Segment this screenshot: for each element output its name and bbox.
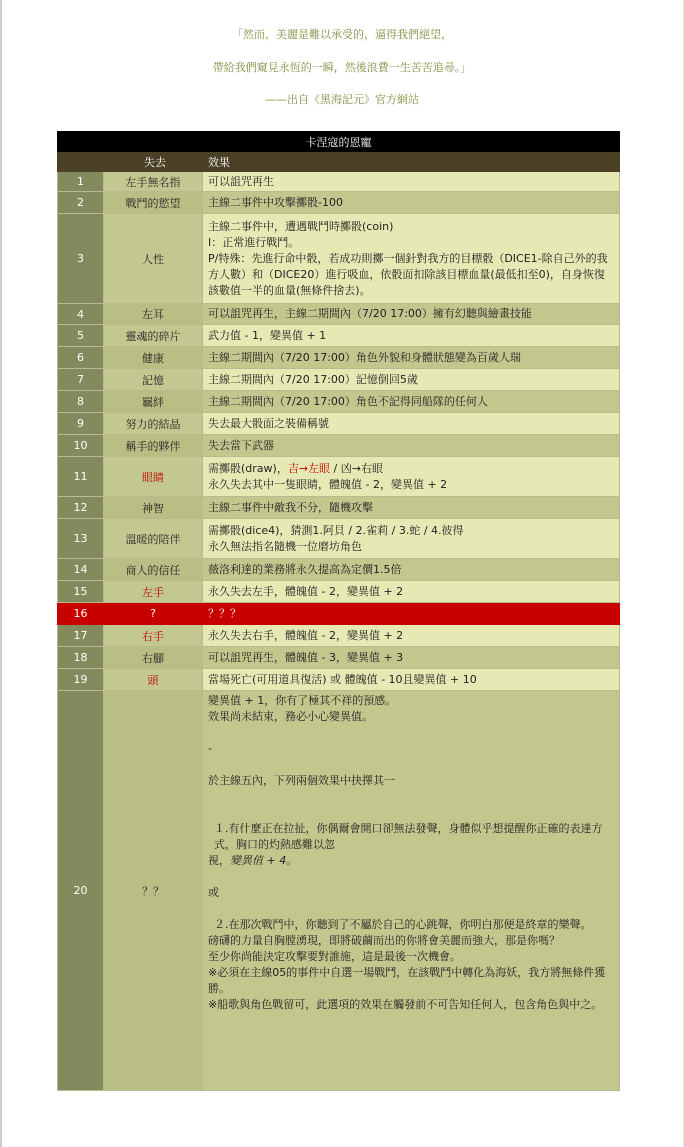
effect-cell: 可以詛咒再生，主線二期間內（7/20 17:00）擁有幻聽與繪畫技能 xyxy=(203,304,620,325)
effect-cell: 主線二期間內（7/20 17:00）記憶倒回5歲 xyxy=(203,369,620,391)
effect-cell: 主線二事件中敵我不分，隨機攻擊 xyxy=(203,497,620,519)
effect-line: ※船歌與角色戰留可，此選項的效果在觸發前不可告知任何人，包含角色與中之。 xyxy=(208,998,603,1011)
table-row xyxy=(58,497,620,519)
effect-line: 需擲骰(dice4)，猜測1.阿貝 / 2.雀莉 / 3.蛇 / 4.彼得 xyxy=(208,523,464,537)
effect-cell xyxy=(203,214,620,304)
row-number: 10 xyxy=(58,435,104,457)
lose-cell: 稱手的夥伴 xyxy=(104,435,203,457)
effect-cell: 可以詛咒再生，體魄值 - 3，變異值 + 3 xyxy=(203,647,620,669)
table-row xyxy=(58,369,620,391)
effect-line: 永久無法指名隨機一位磨坊角色 xyxy=(208,539,362,553)
row-number: 15 xyxy=(58,581,104,603)
effect-line: I：正常進行戰鬥。 xyxy=(208,235,300,249)
lose-cell: 左手無名指 xyxy=(104,172,203,192)
effect-text: 視， xyxy=(208,854,230,867)
table-row-highlighted xyxy=(58,603,620,625)
effect-cell: 永久失去左手，體魄值 - 2，變異值 + 2 xyxy=(203,581,620,603)
lose-cell: 頭 xyxy=(104,669,203,691)
left-border-line xyxy=(0,0,2,1147)
row-number: 7 xyxy=(58,369,104,391)
row-number: 8 xyxy=(58,391,104,413)
effect-cell xyxy=(203,519,620,559)
row-number: 2 xyxy=(58,192,104,214)
effect-line: 效果尚未結束，務必小心變異值。 xyxy=(208,710,373,723)
row-number: 12 xyxy=(58,497,104,519)
lose-cell: ？？ xyxy=(104,691,203,1091)
row-number: 11 xyxy=(58,457,104,497)
row-number: 14 xyxy=(58,559,104,581)
lose-cell: 戰鬥的慾望 xyxy=(104,192,203,214)
lose-cell: 左手 xyxy=(104,581,203,603)
effect-option-2: ２.在那次戰鬥中，你聽到了不屬於自己的心跳聲，你明白那便是終章的樂聲。 xyxy=(214,918,592,931)
table-row xyxy=(58,669,620,691)
table-row xyxy=(58,304,620,325)
lose-cell: 靈魂的碎片 xyxy=(104,325,203,347)
table-row xyxy=(58,347,620,369)
effect-cell: 主線二期間內（7/20 17:00）角色外貌和身體狀態變為百歲人瑞 xyxy=(203,347,620,369)
effect-line: 至少你尚能決定攻擊要對誰施，這是最後一次機會。 xyxy=(208,950,461,963)
table-row xyxy=(58,214,620,304)
effect-cell: ？？？ xyxy=(203,603,620,625)
effect-line: ※必須在主線05的事件中自選一場戰鬥，在該戰鬥中轉化為海妖，我方將無條件獲勝。 xyxy=(208,966,606,995)
table-row xyxy=(58,519,620,559)
row-number: 19 xyxy=(58,669,104,691)
table-row xyxy=(58,647,620,669)
effect-text: 。 xyxy=(286,854,298,867)
quote-source: ——出自《黑海記元》官方網站 xyxy=(265,93,419,106)
effect-option-1: １.有什麼正在拉扯，你偶爾會開口卻無法發聲，身體似乎想提醒你正確的表達方式，胸口的灼熱感難以忽 xyxy=(214,822,603,851)
table-row xyxy=(58,413,620,435)
table-row xyxy=(58,457,620,497)
table-row xyxy=(58,559,620,581)
header-effect: 效果 xyxy=(203,152,620,172)
effect-cell: 失去最大骰面之裝備稱號 xyxy=(203,413,620,435)
row-number: 4 xyxy=(58,304,104,325)
effect-highlight: 吉→左眼 xyxy=(287,461,331,475)
table-row xyxy=(58,192,620,214)
effect-line: 主線二事件中，遭遇戰鬥時擲骰(coin) xyxy=(208,219,394,233)
effect-cell: 薇洛利達的業務將永久提高為定價1.5倍 xyxy=(203,559,620,581)
table-title: 卡涅寇的恩寵 xyxy=(58,132,620,152)
lose-cell: 記憶 xyxy=(104,369,203,391)
effect-cell: 主線二事件中攻擊擲骰-100 xyxy=(203,192,620,214)
row-number: 17 xyxy=(58,625,104,647)
row-number: 18 xyxy=(58,647,104,669)
effect-italic: 變異值 + 4 xyxy=(230,854,287,867)
table-row xyxy=(58,325,620,347)
effect-line: 於主線五內，下列兩個效果中抉擇其一 xyxy=(208,774,395,787)
table-row xyxy=(58,435,620,457)
effect-cell: 當場死亡(可用道具復活) 或 體魄值 - 10且變異值 + 10 xyxy=(203,669,620,691)
lose-cell: 溫暖的陪伴 xyxy=(104,519,203,559)
table-header-row xyxy=(58,152,620,172)
row-number: 6 xyxy=(58,347,104,369)
effect-cell: 永久失去右手，體魄值 - 2，變異值 + 2 xyxy=(203,625,620,647)
lose-cell: 眼睛 xyxy=(104,457,203,497)
lose-cell: 右手 xyxy=(104,625,203,647)
lose-cell: 健康 xyxy=(104,347,203,369)
lose-cell: 右腳 xyxy=(104,647,203,669)
table-row xyxy=(58,625,620,647)
lose-cell: 商人的信任 xyxy=(104,559,203,581)
lose-cell: ? xyxy=(104,603,203,625)
lose-cell: 人性 xyxy=(104,214,203,304)
effect-text: / 凶→右眼 xyxy=(330,461,383,475)
row-number: 16 xyxy=(58,603,104,625)
effect-cell xyxy=(203,457,620,497)
quote-line-1: 「然而，美麗是難以承受的，逼得我們絕望， xyxy=(232,28,452,41)
row-number: 5 xyxy=(58,325,104,347)
effect-text: 需擲骰(draw)， xyxy=(208,461,288,475)
effect-cell: 失去當下武器 xyxy=(203,435,620,457)
lose-cell: 神智 xyxy=(104,497,203,519)
effect-cell xyxy=(203,691,620,1091)
row-number: 9 xyxy=(58,413,104,435)
effect-or: 或 xyxy=(208,886,219,899)
lose-cell: 羈絆 xyxy=(104,391,203,413)
effect-line: 永久失去其中一隻眼睛，體魄值 - 2，變異值 + 2 xyxy=(208,477,448,491)
lose-cell: 努力的結晶 xyxy=(104,413,203,435)
row-number: 20 xyxy=(58,691,104,1091)
effect-line: 磅礴的力量自胸膛湧現，即將破繭而出的你將會美麗而強大，那是你嗎？ xyxy=(208,934,560,947)
header-lose: 失去 xyxy=(104,152,203,172)
header-num xyxy=(58,152,104,172)
effect-cell: 主線二期間內（7/20 17:00）角色不記得同船隊的任何人 xyxy=(203,391,620,413)
table-row xyxy=(58,581,620,603)
quote-line-2: 帶給我們窺見永恆的一瞬，然後浪費一生苦苦追尋。」 xyxy=(212,61,472,74)
effect-line: P/特殊：先進行命中骰，若成功則擲一個針對我方的目標骰（DICE1-除自己外的我方人數）和（DICE20）進行吸血，依骰面扣除該目標血量(最低扣至0)，自身恢復該數值一半的血量(無條件捨去)。 xyxy=(208,251,608,297)
row-number: 1 xyxy=(58,172,104,192)
row-number: 13 xyxy=(58,519,104,559)
table-row xyxy=(58,391,620,413)
effect-cell: 武力值 - 1，變異值 + 1 xyxy=(203,325,620,347)
lose-cell: 左耳 xyxy=(104,304,203,325)
effect-cell: 可以詛咒再生 xyxy=(203,172,620,192)
effect-line: 變異值 + 1，你有了極其不祥的預感。 xyxy=(208,694,397,707)
table-row xyxy=(58,691,620,1091)
effect-dash: - xyxy=(208,742,212,755)
table-row xyxy=(58,172,620,192)
row-number: 3 xyxy=(58,214,104,304)
grace-table xyxy=(57,131,620,1091)
